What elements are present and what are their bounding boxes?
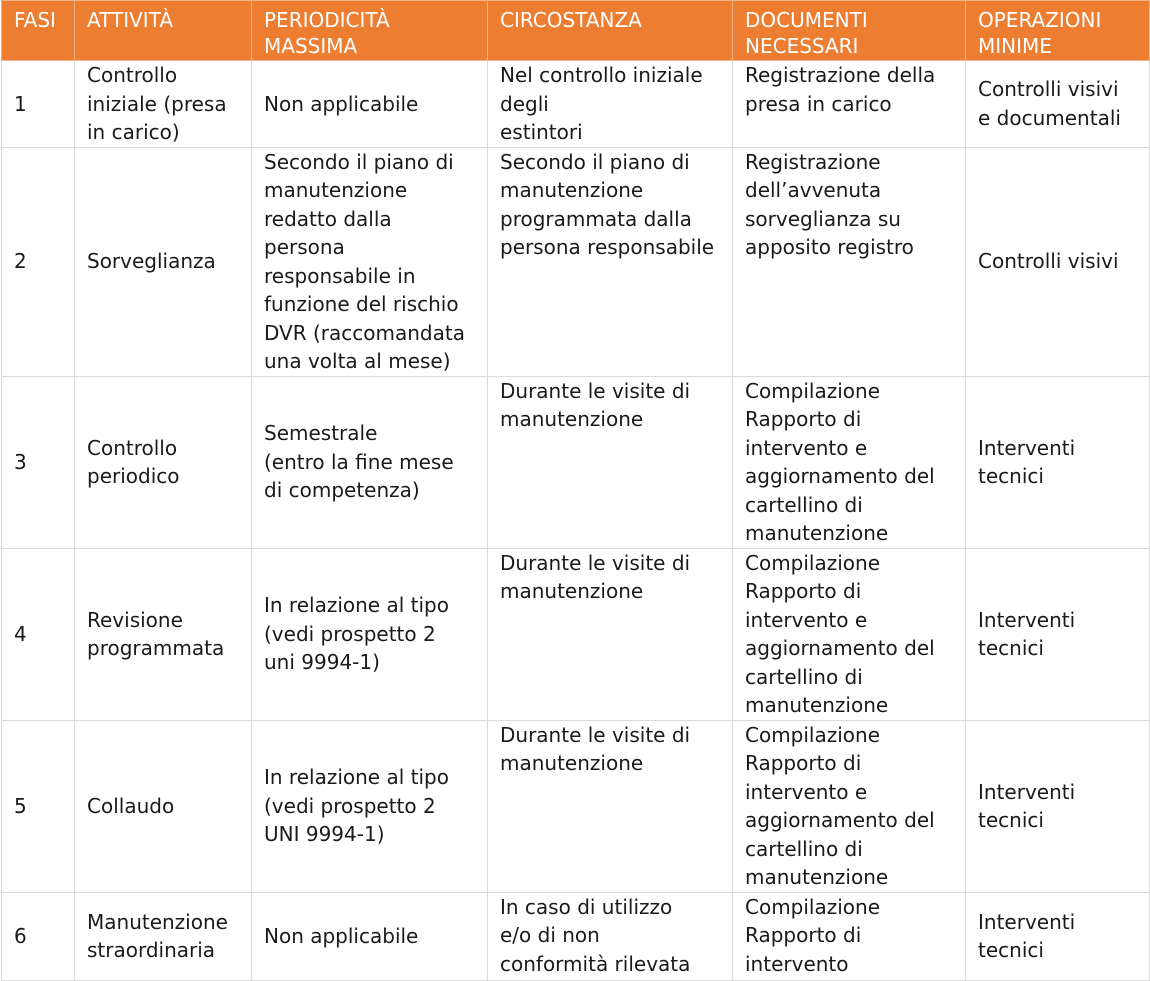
header-fasi: FASI <box>2 1 75 61</box>
cell-attivita: Controllo periodico <box>75 376 252 548</box>
cell-periodicita: Non applicabile <box>252 61 488 148</box>
cell-fase: 1 <box>2 61 75 148</box>
cell-documenti: Compilazione Rapporto di intervento e aggiornamento del cartellino di manutenzione <box>733 720 966 892</box>
cell-operazioni: Interventi tecnici <box>966 892 1150 980</box>
header-documenti: DOCUMENTI NECESSARI <box>733 1 966 61</box>
cell-circostanza: Secondo il piano di manutenzione programmata dalla persona responsabile <box>488 147 733 376</box>
cell-attivita: Manutenzione straordinaria <box>75 892 252 980</box>
cell-operazioni: Interventi tecnici <box>966 548 1150 720</box>
cell-documenti: Compilazione Rapporto di intervento e aggiornamento del cartellino di manutenzione <box>733 376 966 548</box>
header-circostanza: CIRCOSTANZA <box>488 1 733 61</box>
cell-circostanza: Durante le visite di manutenzione <box>488 376 733 548</box>
cell-fase: 5 <box>2 720 75 892</box>
cell-fase: 6 <box>2 892 75 980</box>
cell-operazioni: Controlli visivi e documentali <box>966 61 1150 148</box>
cell-periodicita: Non applicabile <box>252 892 488 980</box>
cell-documenti: Registrazione dell’avvenuta sorveglianza su apposito registro <box>733 147 966 376</box>
cell-periodicita: Semestrale (entro la fine mese di competenza) <box>252 376 488 548</box>
header-operazioni: OPERAZIONI MINIME <box>966 1 1150 61</box>
cell-operazioni: Interventi tecnici <box>966 720 1150 892</box>
cell-fase: 3 <box>2 376 75 548</box>
cell-periodicita: In relazione al tipo (vedi prospetto 2 uni 9994-1) <box>252 548 488 720</box>
header-periodicita: PERIODICITÀ MASSIMA <box>252 1 488 61</box>
table-row <box>2 376 1150 548</box>
cell-attivita: Revisione programmata <box>75 548 252 720</box>
table-row <box>2 147 1150 376</box>
cell-circostanza: Durante le visite di manutenzione <box>488 720 733 892</box>
cell-attivita: Controllo iniziale (presa in carico) <box>75 61 252 148</box>
cell-circostanza: Nel controllo iniziale degli estintori <box>488 61 733 148</box>
cell-periodicita: In relazione al tipo (vedi prospetto 2 UNI 9994-1) <box>252 720 488 892</box>
header-row <box>2 1 1150 61</box>
table-body <box>2 61 1150 981</box>
table-header <box>2 1 1150 61</box>
header-attivita: ATTIVITÀ <box>75 1 252 61</box>
cell-periodicita: Secondo il piano di manutenzione redatto dalla persona responsabile in funzione del rischio DVR (raccomandata una volta al mese) <box>252 147 488 376</box>
cell-documenti: Compilazione Rapporto di intervento e aggiornamento del cartellino di manutenzione <box>733 548 966 720</box>
cell-documenti: Registrazione della presa in carico <box>733 61 966 148</box>
cell-attivita: Collaudo <box>75 720 252 892</box>
cell-attivita: Sorveglianza <box>75 147 252 376</box>
cell-operazioni: Controlli visivi <box>966 147 1150 376</box>
maintenance-phases-table <box>1 0 1150 981</box>
cell-fase: 4 <box>2 548 75 720</box>
table-row <box>2 61 1150 148</box>
cell-circostanza: In caso di utilizzo e/o di non conformità rilevata <box>488 892 733 980</box>
cell-circostanza: Durante le visite di manutenzione <box>488 548 733 720</box>
table-row <box>2 892 1150 980</box>
cell-documenti: Compilazione Rapporto di intervento <box>733 892 966 980</box>
cell-fase: 2 <box>2 147 75 376</box>
table-row <box>2 548 1150 720</box>
cell-operazioni: Interventi tecnici <box>966 376 1150 548</box>
table-row <box>2 720 1150 892</box>
